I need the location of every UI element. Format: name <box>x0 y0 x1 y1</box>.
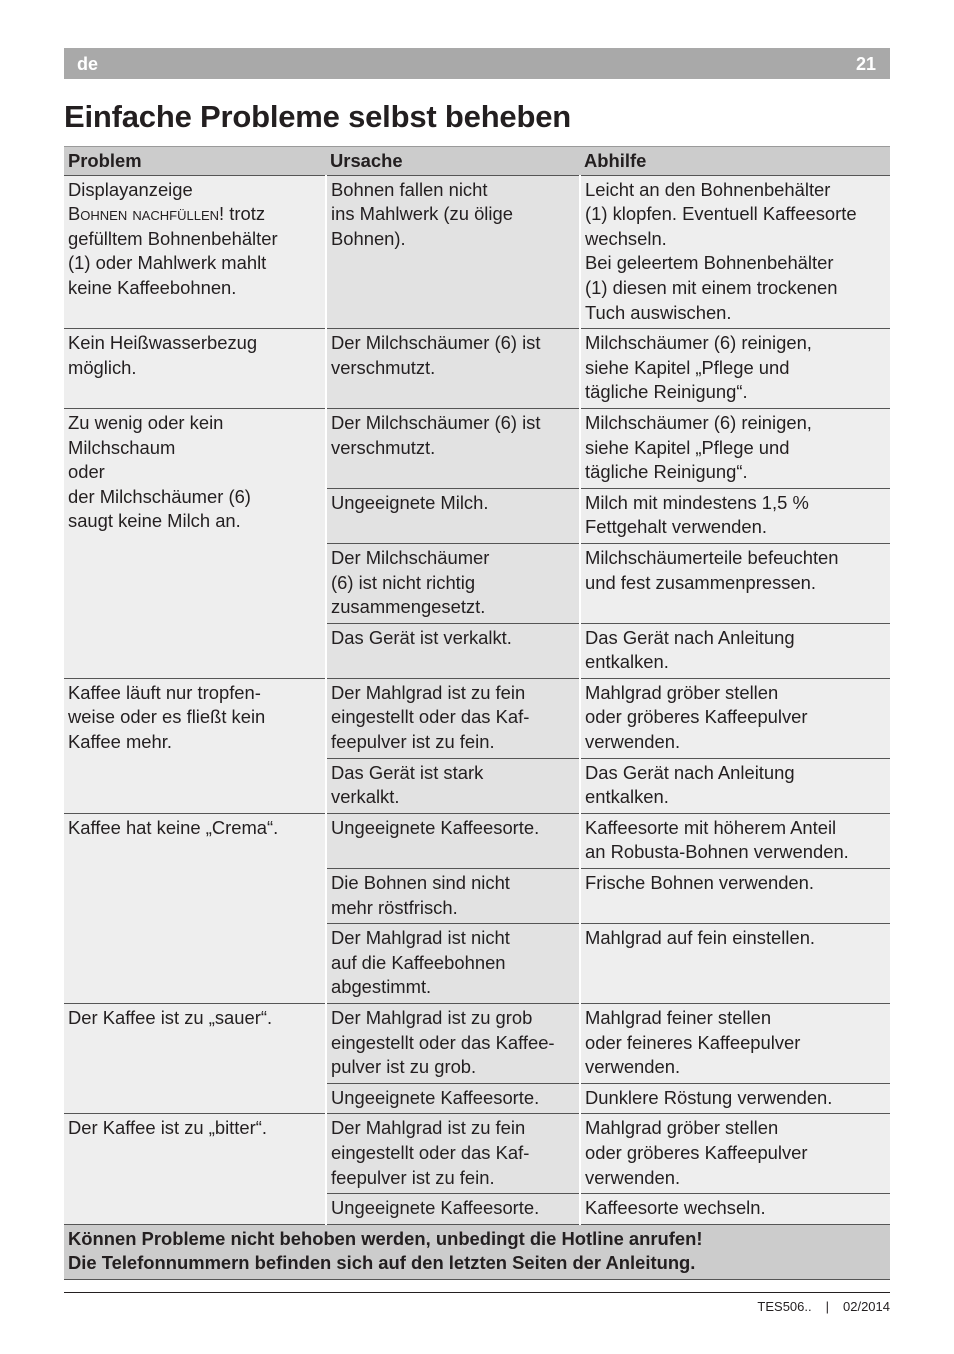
page-title: Einfache Probleme selbst beheben <box>64 99 571 134</box>
cause-cell <box>326 1114 580 1194</box>
table-body <box>64 175 890 1224</box>
display-message: Bohnen nachfüllen! <box>68 203 225 225</box>
cause-cell <box>326 543 580 623</box>
table-row <box>64 813 890 868</box>
table-row <box>64 329 890 409</box>
cause-text: Der Mahlgrad ist zu fein eingestellt oder das Kaf- feepulver ist zu fein. <box>331 1117 530 1188</box>
remedy-cell <box>580 758 890 813</box>
remedy-cell <box>580 623 890 678</box>
remedy-cell <box>580 543 890 623</box>
remedy-text: Mahlgrad gröber stellen oder gröberes Kaffeepulver verwenden. <box>585 1117 808 1188</box>
column-header-cause: Ursache <box>326 147 580 176</box>
table-row <box>64 408 890 488</box>
remedy-cell <box>580 408 890 488</box>
cause-cell <box>326 869 580 924</box>
remedy-text: Milchschäumerteile befeuchten und fest zusammenpressen. <box>585 546 839 593</box>
remedy-cell <box>580 1194 890 1225</box>
cause-cell <box>326 1004 580 1084</box>
cause-cell <box>326 408 580 488</box>
remedy-cell <box>580 813 890 868</box>
page-number: 21 <box>855 54 876 74</box>
remedy-text: Milchschäumer (6) reinigen, siehe Kapitel „Pflege und tägliche Reinigung“. <box>585 411 812 483</box>
cause-text: Der Mahlgrad ist zu fein eingestellt oder das Kaf- feepulver ist zu fein. <box>331 681 530 753</box>
column-header-problem: Problem <box>64 147 326 176</box>
remedy-text: Milchschäumer (6) reinigen, siehe Kapitel „Pflege und tägliche Reinigung“. <box>585 332 812 403</box>
cause-text: Das Gerät ist stark verkalkt. <box>331 761 484 808</box>
remedy-text: Das Gerät nach Anleitung entkalken. <box>585 626 795 673</box>
remedy-text: Frische Bohnen verwenden. <box>585 872 814 894</box>
problem-text: Kaffee hat keine „Crema“. <box>68 816 279 838</box>
remedy-cell <box>580 488 890 543</box>
cause-text: Das Gerät ist verkalkt. <box>331 626 512 648</box>
footer <box>757 1299 890 1314</box>
cause-cell <box>326 488 580 543</box>
remedy-cell <box>580 869 890 924</box>
footer-divider <box>64 1292 890 1293</box>
problem-text: Kaffee läuft nur tropfen- weise oder es fließt kein Kaffee mehr. <box>68 681 266 753</box>
cause-text: Ungeeignete Milch. <box>331 491 489 513</box>
remedy-cell <box>580 329 890 409</box>
problem-cell <box>64 175 326 329</box>
cause-cell <box>326 924 580 1004</box>
model-number: TES506.. <box>757 1299 812 1314</box>
footer-separator: | <box>825 1299 829 1314</box>
remedy-text: Dunklere Röstung verwenden. <box>585 1086 833 1108</box>
remedy-cell <box>580 175 890 329</box>
cause-text: Ungeeignete Kaffeesorte. <box>331 816 540 838</box>
column-header-remedy: Abhilfe <box>580 147 890 176</box>
remedy-text: Kaffeesorte wechseln. <box>585 1197 766 1219</box>
problem-text: Zu wenig oder kein Milchschaum oder der Milchschäumer (6) saugt keine Milch an. <box>68 411 251 532</box>
table-row <box>64 1004 890 1084</box>
hotline-note-row <box>64 1224 890 1279</box>
table-row <box>64 678 890 758</box>
remedy-cell <box>580 1083 890 1114</box>
cause-cell <box>326 678 580 758</box>
cause-text: Der Milchschäumer (6) ist verschmutzt. <box>331 332 541 378</box>
cause-cell <box>326 813 580 868</box>
problem-text-intro: Displayanzeige <box>68 178 193 200</box>
edition-date: 02/2014 <box>843 1299 890 1314</box>
remedy-text: Kaffeesorte mit höherem Anteil an Robusta-Bohnen verwenden. <box>585 816 849 863</box>
problem-cell <box>64 1114 326 1224</box>
cause-text: Der Mahlgrad ist zu grob eingestellt oder das Kaffee- pulver ist zu grob. <box>331 1007 555 1078</box>
problem-text-rest: trotz gefülltem Bohnenbehälter (1) oder Mahlwerk mahlt keine Kaffeebohnen. <box>68 203 278 298</box>
table-header-row <box>64 147 890 176</box>
problem-cell <box>64 678 326 813</box>
problem-text: Der Kaffee ist zu „bitter“. <box>68 1117 267 1139</box>
hotline-note-line-2: Die Telefonnummern befinden sich auf den letzten Seiten der Anleitung. <box>68 1252 696 1274</box>
cause-text: Bohnen fallen nicht ins Mahlwerk (zu ölige Bohnen). <box>331 178 513 249</box>
problem-text: Kein Heißwasserbezug möglich. <box>68 332 258 378</box>
remedy-text: Mahlgrad gröber stellen oder gröberes Kaffeepulver verwenden. <box>585 681 808 753</box>
remedy-cell <box>580 678 890 758</box>
troubleshooting-table <box>64 146 890 1280</box>
cause-text: Der Milchschäumer (6) ist nicht richtig zusammengesetzt. <box>331 546 490 618</box>
hotline-note <box>64 1224 890 1279</box>
cause-cell <box>326 1194 580 1225</box>
cause-text: Die Bohnen sind nicht mehr röstfrisch. <box>331 872 510 918</box>
cause-text: Der Mahlgrad ist nicht auf die Kaffeebohnen abgestimmt. <box>331 927 510 998</box>
table-row <box>64 175 890 329</box>
cause-text: Ungeeignete Kaffeesorte. <box>331 1197 540 1219</box>
remedy-text: Mahlgrad auf fein einstellen. <box>585 927 816 949</box>
language-label: de <box>77 54 99 74</box>
cause-text: Der Milchschäumer (6) ist verschmutzt. <box>331 411 541 458</box>
remedy-text: Leicht an den Bohnenbehälter (1) klopfen. Eventuell Kaffeesorte wechseln. Bei geleertem Bohnenbehälter (1) diesen mit einem trockenen Tuch auswischen. <box>585 178 857 323</box>
cause-cell <box>326 175 580 329</box>
remedy-cell <box>580 1004 890 1084</box>
remedy-cell <box>580 924 890 1004</box>
cause-cell <box>326 623 580 678</box>
table-row <box>64 1114 890 1194</box>
problem-text <box>68 178 321 301</box>
cause-cell <box>326 1083 580 1114</box>
remedy-cell <box>580 1114 890 1194</box>
problem-cell <box>64 329 326 409</box>
problem-text: Der Kaffee ist zu „sauer“. <box>68 1007 273 1028</box>
remedy-text: Milch mit mindestens 1,5 % Fettgehalt verwenden. <box>585 491 809 538</box>
cause-cell <box>326 329 580 409</box>
remedy-text: Mahlgrad feiner stellen oder feineres Kaffeepulver verwenden. <box>585 1007 801 1078</box>
problem-cell <box>64 813 326 1003</box>
page-header-bar <box>64 48 890 79</box>
problem-cell <box>64 1004 326 1114</box>
problem-cell <box>64 408 326 678</box>
cause-text: Ungeeignete Kaffeesorte. <box>331 1086 540 1108</box>
remedy-text: Das Gerät nach Anleitung entkalken. <box>585 761 795 808</box>
cause-cell <box>326 758 580 813</box>
hotline-note-line-1: Können Probleme nicht behoben werden, unbedingt die Hotline anrufen! <box>68 1227 703 1249</box>
